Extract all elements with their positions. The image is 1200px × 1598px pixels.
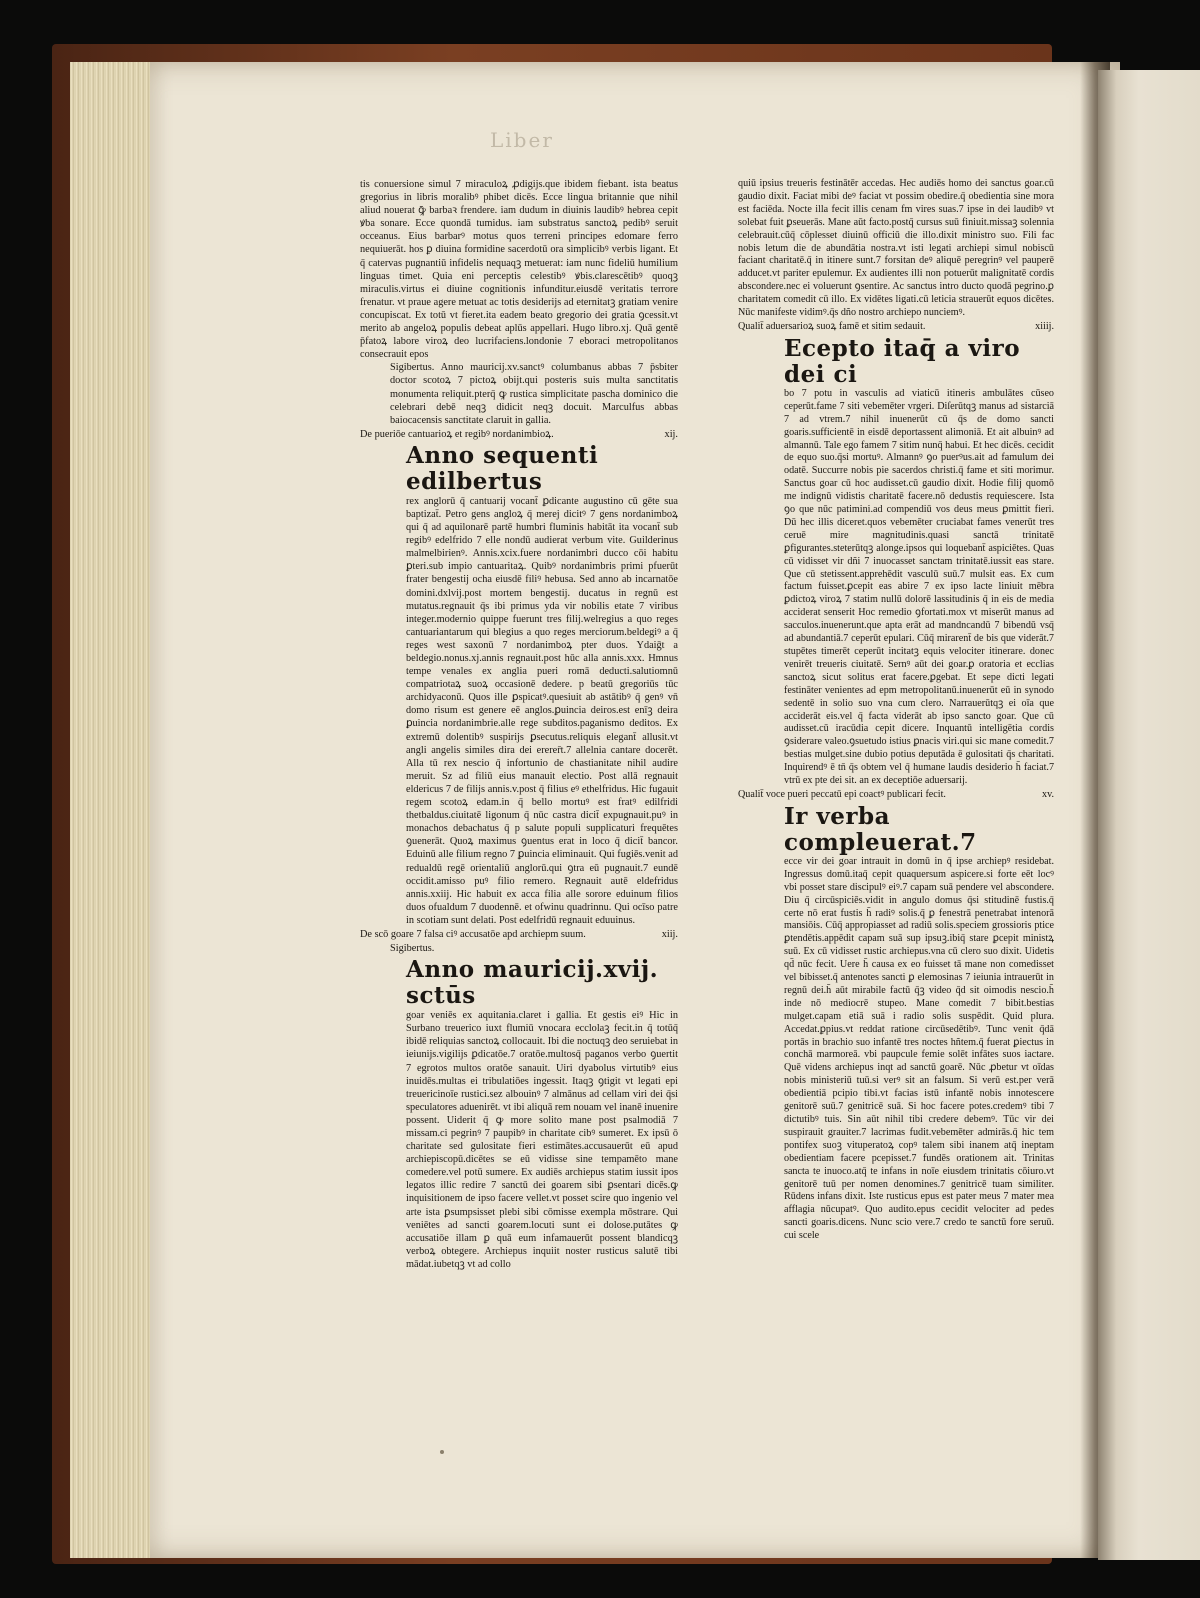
chapter-heading	[360, 428, 678, 441]
chapter-heading	[738, 321, 1054, 334]
paragraph: Sigibertus. Anno mauricij.xv.sanctꝰ columbanus abbas 7 p̄sbiter doctor scotoꝝ 7 pictoꝝ obijt.qui posteris suis multa sanctitatis monumenta reliquit.pterq̄ ꝙ rustica simplicitate pascha dominico die celebrari debē neqꝫ didicit neqꝫ docuit. Marculfus abbas baiocacensis sanctitate claruit in gallia.	[390, 362, 678, 426]
chapter-heading-text: De pueriōe cantuarioꝝ et regibꝰ nordanimbioꝝ.	[360, 428, 554, 440]
source-citation: Sigibertus.	[390, 943, 435, 955]
chapter-number: xiiij.	[1035, 320, 1054, 332]
chapter-heading	[738, 789, 1054, 802]
chapter-number: xij.	[664, 428, 678, 440]
paragraph: tis conuersione simul 7 miraculoꝝ ꝓdigijs.que ibidem fiebant. ista beatus gregorius in libris moralibꝰ phibet dicēs. Ecce lingua britannie que nihil aliud nouerat ꝙ̄ barbaꝛ frendere. iam dudum in diuinis laudibꝰ hebrea cepit ꝟba sonare. Ecce quondā tumidus. iam substratus sanctoꝝ pedibꝰ seruit occeanus. Eius barbarꝰ motus quos terreni principes edomare ferro nequiuerāt. hos ꝑ diuina formidine sacerdotū ora simplicibꝰ verbis ligant. Et q̄ catervas pugnantiū infidelis nequaqꝫ metuerat: iam nunc fideliū humilium linguas timet. Quia eni perceptis celestibꝰ ꝟbis.clarescētibꝰ quoqꝫ miraculis.virtus ei diuine cognitionis infunditur.eiusdē veritatis terrore frenatur. vt praue agere metuat ac totis desiderijs ad eternitatꝫ gratiam venire concupiscat. Ex totū vt fieret.ita eadem beato gregorio dei gratia ꝯcessit.vt merito ab angeloꝝ populis debeat aplūs appellari. Hugo libro.xj. Quā gentē p̄fatoꝝ labore viroꝝ deo lucrifaciens.londonie 7 eboraci metropolitanos consecrauit epos	[360, 179, 678, 361]
paragraph: bo 7 potu in vasculis ad viaticū itineris ambulātes cūseo ceperūt.fame 7 siti vebemēter vrgeri. Diſerūtqꝫ manus ad sistarciā 7 ad vtrem.7 nihil inuenerūt cū q̄s de domo sancti goaris.sufficientē in eisdē deportassent alimoniā. Et ait albuinꝰ ad almannū. Tale ego famem 7 sitim nunq̄ habui. Et hec dicēs. cecidit de equo suo.q̄si mortuꝰ. Almannꝰ ꝯo puerꝰus.ait ad famulum dei odatē. Succurre nobis pie sacerdos christi.q̄ fame et siti morimur. Sanctus goar cū hoc audisset.cū gaudio dixit. Hodie filij quomō me indignū vidistis charitatē facere.nō dedustis requiescere. Ista ꝯo que nūc patimini.ad compendiū vos deus meus ꝑmittit fieri. Dū hec illis diceret.quos vebemēter cruciabat fames venerūt tres ceruē mire magnitudinis.quasi sanctā trinitatē ꝑfigurantes.steterūtqꝫ alonge.ipsos qui loquebant̄ aspiciētes. Quas cū vidisset vir dñi 7 inuocasset sanctam trinitatē.iussit eas stare. Que cū stetissent.apprehēdit vasculū suū.7 mulsit eas. Ex cum factum fuisset.ꝑcepit eas abire 7 ex ipso lacte liniuit mēbra ꝑdictoꝝ viroꝝ 7 statim nullū dolorē lassitudinis q̄ in eis de media acciderat senserit Hoc remedio ꝯfortati.mox vt miserūt manus ad sacculos.inuenerunt.que apta erāt ad mandncandū 7 bibendū vsq̄ ad abundantiā.7 ceperūt epulari. Cūq̄ mirarent̄ de bis que viderāt.7 stupētes timerēt ceperūt incitatꝫ equis velociter itinerare. donec venirēt treueris ciuitatē. Sernꝰ aūt dei goar.ꝑ oratoria et ecclias sanctoꝝ sicut solitus erat facere.ꝑgebat. Et sepe dicti legati festināter venientes ad epm metropolitanū.inuenerūt eū in synodo sedentē in solio suo vna cum clero. Narrauerūtqꝫ ei oīa que acciderāt eis.vel q̄ facta viderāt ab ipso sancto goar. Que cū audisset.cū iracūdia cepit dicere. Inquantū intelligētia cordis ꝯsiderare valeo.ꝯsuetudo istius ꝑnacis viri.qui sic mane comedit.7 bestias mulget.sine dubio potius deputāda ē gulositati q̄s charitati. Inquirendꝰ ē tn̄ q̄s obtem vel q̄ humane laudis desiderio h̄ faciat.7 vtrū ex pte dei sit. an ex deceptiōe aduersarij.	[784, 387, 1054, 787]
display-incipit: Ecepto itaq̄ a viro dei ci	[784, 334, 1021, 388]
chapter-heading-text: De scō goare 7 falsa ciꝰ accusatōe apd archiepm suum.	[360, 928, 586, 940]
paragraph: goar veniēs ex aquitania.claret i gallia. Et gestis eiꝰ Hic in Surbano treuerico iuxt flumiū vnocara ecclolaꝫ fecit.in q̄ totūq̄ ibidē reliquias sanctoꝝ collocauit. Ibi die noctuqꝫ deo seruiebat in ieiunijs.vigilijs ꝑdicatōe.7 oratōe.multosq̄ paganos verbo ꝯuertit 7 egrotos multos oratōe sanauit. Uiri dyabolus virtutibꝰ eius inuidēs.multas ei tribulatiōes ingessit. Itaqꝫ ꝯtigit vt legati epi treuericinoīe rustici.sez albouinꝰ 7 almānus ad cellam viri dei q̄si speculatores aduenirēt. vt ibi aliquā rem nouam vel inanē inuenire possent. Uiderit q̄ ꝙ more solito mane post psalmodiā 7 missam.ci pegrinꝰ 7 paupibꝰ in charitate cibꝰ sumeret. Ex ipsū ō charitate sed gulositate fieri estimātes.accusauerūt eū apud archiepiscopū.dicētes se eū vidisse sine tempamēto mane comedere.vel potū sumere. Ex audiēs archiepus statim iussit ipos legatos illic redire 7 sanctū dei goarem sibi ꝑsentari dicēs.ꝙ inquisitionem de ipso facere vellet.vt posset scire quo ingenio vel arte ista ꝑsumpsisset plebi sibi cōmisse exempla mōstrare. Qui veniētes ad sancti goarem.locuti sunt ei dolose.putātes ꝙ accusatiōe illam ꝑ quā eum infamauerūt possent blandicqꝫ verboꝝ obtegere. Archiepus inquiit noster rusticus salutē tibi mādat.iubetqꝫ vt ad collo	[406, 1010, 678, 1270]
paragraph: rex anglorū q̄ cantuarij vocant̄ ꝑdicante augustino cū gēte sua baptizat̄. Petro gens angloꝝ q̄ merej dicitꝰ 7 gens nordanimboꝝ qui q̄ ad aquilonarē partē humbri fluminis habitāt ita vocant̄ sub regibꝰ edelfrido 7 elle nondū audierat verbum vite. Guilderinus malmelbirienꝰ. Annis.xcix.fuere nordanimbri ducco cōi habitu ꝑteri.sub impio cantuaritaꝝ. Quibꝰ nordanimbris primi pfuerūt frater bengestij ocha eiusdē filiꝰ hebusa. Sed anno ab incarnatōe domini.dxlvij.post mortem bengestij. ducatus in regnū est mutatus.regnauit q̄s ibi primus yda vir nobilis etate 7 viribus integer.modernio quippe fuerunt tres filij.welregius a quo reges cantuariantarum qui blegius a quo reges merciorum.beldegiꝰ a q̄ reges west saxonū 7 nordanimboꝝ pter duos. Ydaiḡt a beldegio.nonus.xj.annis regnauit.post hūc alla annis.xxx. Hmnus tempe venales ex anglia pueri romā deducti.salutiomnū compatriotaꝝ suoꝝ occasionē dedere. p beatū gregoriūs tūc archidyaconū. Quos ille ꝑspicatꝰ.quesiuit ab astātibꝰ q̄ genꝰ vn̄ domo risum est genere eē anglos.ꝑuincia deiros.est enīꝫ deira ꝑuincia nordanimbrie.alle rege subditos.paganismo deditos. Ex extremū dolentibꝰ suspirijs ꝑsecutus.reliquis elegant̄ allusit.vt angli angelis similes dira dei ererer̄t.7 allelnia cantare docerēt. Alla tū rex nescio q̄ infortunio de chastianitate nihil audire meruit. Sz ad filiū eius manauit electio. Post allā regnauit eldericus 7 de filijs annis.v.post q̄ filius eꝰ ethelfridus. Hic fugauit regem scotoꝝ edam.in q̄ bello mortuꝰ est fratꝰ edilfridi thetbaldus.ciuitatē ligonum q̄ nūc castra dicit̄ expugnauit.puꝰ in monachos debachatus q̄ p salute populi supplicaturi frequētes ꝯuenerāt. Quoꝝ maximus ꝯuentus erat in loco q̄ dicit̄ bancor. Eduinū alle filium regno 7 ꝑuincia eliminauit. Qui fugiēs.venit ad redualdū regē orientaliū anglorū.qui ꝯtra eū pugnauit.7 eundē occidit.amisso puꝰ filio remero. Regnauit autē eldefridus annis.xxiij. Hic habuit ex acca filia alle sorore eduinum filios duos ofualdum 7 duodennē. et ofwinu quadrinnu. Qui ocīso patre in scotiam sunt delati. Post edelfridū regnauit eduuinus.	[406, 495, 678, 926]
chapter-heading-text: Qualit̄ voce pueri peccatū epi coactꝰ publicari fecit.	[738, 788, 946, 800]
paragraph: quiū ipsius treueris festinātēr accedas. Hec audiēs homo dei sanctus goar.cū gaudio dixit. Faciat mibi deꝰ faciat vt possim obedire.q̄ obedientia sine mora est faciēda. Nocte illa fecit illis cenam fm vires suas.7 ipse in dei laudibꝰ vt solebat fuit ꝑseuerās. Mane aūt facto.postq̄ cursus suū finiuit.missaꝫ solennia celebrauit.cūq̄ cōplesset diuinū officiū die illo.dixit ministro suo. Fili fac nobis letum die de abundātia nostra.vt isti legati archiepi simul nobiscū faciant charitatē.q̄ in itinere sunt.7 forsitan deꝰ aliquē peregrinꝰ vel pauperē adducet.vt pariter epulemur. Ex audientes illi non potuerūt malignitatē cordis abscondere.nec ei voluerunt ꝯsentire. Ac sanctus intro ducto quodā pegrino.ꝑ charitatem comedit cū illo. Ex vidētes ligati.cū leticia strauerūt equos dicētes. Nūc manifeste vidimꝰ.q̄s dño nostro archiepo nunciemꝰ.	[738, 178, 1054, 319]
display-incipit: Anno mauricij.xvij. sctūs	[406, 956, 659, 1010]
chapter-number: xiij.	[661, 928, 678, 940]
chapter-number: xv.	[1042, 788, 1054, 800]
running-head: Liber	[490, 128, 554, 152]
display-incipit: Ir verba compleuerat.7	[784, 802, 977, 856]
chapter-heading-text: Qualit̄ aduersarioꝝ suoꝝ famē et sitim sedauit.	[738, 320, 926, 332]
display-incipit: Anno sequenti edilbertus	[406, 441, 599, 495]
left-text-column	[360, 178, 678, 1270]
recto-page-edge	[1098, 70, 1200, 1560]
paragraph: ecce vir dei goar intrauit in domū in q̄ ipse archiepꝰ residebat. Ingressus domū.itaq̄ cepit quaquersum aspicere.si forte eēt locꝰ vbi posset stare discipulꝰ eiꝰ.7 capam suā pendere vel abscondere. Diu q̄ circūspiciēs.vidit in angulo domus q̄si stitudinē fustis.q̄ certe nō erat fustis h̄ radiꝰ solis.q̄ ꝑ fenestrā penetrabat intenorā mansiōis. Cūq̄ appropiasset ad radiū solis.speciem grossioris ptice ꝑtendētis.appēdit capam suā sup ipsuꝫ.ibiq̄ stare ꝑcepit ministꝝ suū. Ex cū vidisset rustic archiepus.vna cū clero suo dixit. Uidetis qd̄ nūc fecit. Uere h̄ causa ex eo fuisset tā mane non comedisset vel bibisset.q̄ antenotes sancti ꝑ elemosinas 7 ieiunia intrauerūt in regnū dei.h̄ aūt mirabile factū q̄ꝫ video q̄d sit oimodis nescio.h̄ inde nō mediocrē stupeo. Mane comedit 7 bibit.bestias mulget.capam etiā suā i radio solis suspēdit. Quid plura. Accedat.ꝑpius.vt reddat ratione circūsedētibꝰ. Tunc venit q̄dā portās in brachio suo infantē tres noctes hñtem.q̄ fuerat ꝑiectus in conchā marmoreā. vbi paupcule femie solēt infātes suos iactare. Quē videns archiepus inqt ad sanctū goarē. Nūc ꝓbetur vt oīdas nobis ministeriū tuū.si verꝰ sit an falsum. Si verū est.per verā obedientiā pcipio tibi.vt facias istū infantē nobis innotescere genitorē suū.7 genitricē suā. Si hoc facere potes.credemꝰ tibi 7 dictutibꝰ tuis. Sin aūt nihil tibi credere debemꝰ. Tūc vir dei suspirauit grauiter.7 lacrimas fudit.vebemēter admirās.q̄ hic tem pontifex suoꝫ vituperatoꝝ copꝰ talem sibi inanem atq̄ ineptam obedientiam facere pcepisset.7 fundēs orationem ait. Trinitas sancta te inuoco.atq̄ te infans in noīe eiusdem trinitatis cōiuro.vt genitorē tuū per nomen denomines.7 genitricē tuam similiter. Rūdens infans dixit. Iste rusticus epus est pater meus 7 mater mea afflagia nūcupatꝰ. Quo audito.epus cecidit velociter ad pedes sancti goaris.dicens. Nunc scio vere.7 credo te sanctū fore seruū. cui scele	[784, 855, 1054, 1242]
paper-mark	[440, 1450, 444, 1454]
right-text-column	[738, 178, 1054, 1248]
chapter-heading	[360, 928, 678, 941]
